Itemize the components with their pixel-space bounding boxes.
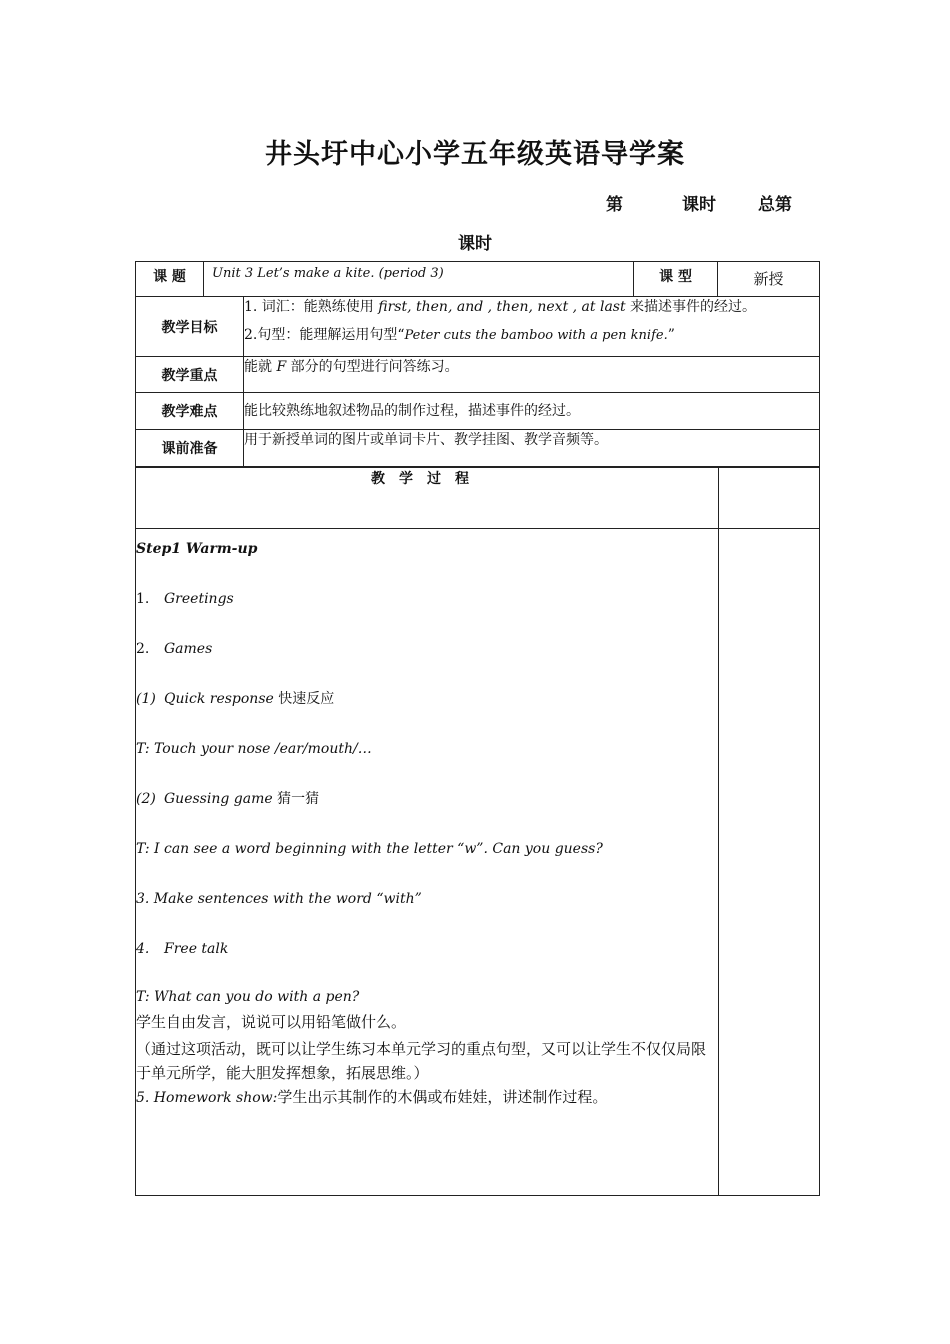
- key-letter: F: [276, 359, 287, 375]
- list-item: [136, 579, 718, 629]
- type-label: 课 型: [634, 262, 718, 297]
- item-text-cn: 猜一猜: [272, 791, 320, 807]
- process-side-cell: [719, 468, 820, 529]
- item-number: (1): [136, 691, 156, 707]
- step1-heading: Step1 Warm-up: [136, 541, 258, 557]
- goal2-sentence: Peter cuts the bamboo with a pen knife.: [404, 328, 668, 343]
- prep-label: 课前准备: [136, 430, 244, 467]
- key-prefix: 能就: [244, 359, 277, 375]
- goal-sentence: [244, 325, 819, 346]
- item-number: 1.: [136, 591, 150, 607]
- item-number: (2): [136, 791, 156, 807]
- process-title: 教学过程: [136, 468, 719, 529]
- goals-label: 教学目标: [136, 297, 244, 357]
- process-content: [136, 529, 719, 1196]
- period-label-zongdi: 总第: [758, 195, 792, 215]
- key-content: [244, 357, 820, 393]
- item-text-cn: 学生出示其制作的木偶或布娃娃，讲述制作过程。: [277, 1088, 608, 1106]
- process-side-cell: [719, 529, 820, 1196]
- item-text: 5. Homework show:: [136, 1090, 278, 1106]
- item-text: Quick response: [164, 691, 274, 707]
- list-item: [136, 779, 718, 829]
- difficult-value: 能比较熟练地叙述物品的制作过程，描述事件的经过。: [244, 393, 820, 430]
- topic-value: Unit 3 Let’s make a kite. (period 3): [204, 262, 634, 297]
- item-text-cn: 快速反应: [273, 691, 335, 707]
- activity-note: （通过这项活动，既可以让学生练习本单元学习的重点句型，又可以让学生不仅仅局限于单元所学，能大胆发挥想象，拓展思维。）: [136, 1040, 707, 1082]
- student-activity: 学生自由发言，说说可以用铅笔做什么。: [136, 1013, 407, 1031]
- list-item: [136, 1085, 718, 1110]
- item-text: Games: [164, 641, 213, 657]
- list-item: [136, 679, 718, 729]
- item-number: 2.: [136, 641, 150, 657]
- period-label-keshi-total: 课时: [458, 234, 492, 254]
- list-item: [136, 929, 718, 979]
- process-table: [135, 467, 820, 1196]
- teacher-line: T: What can you do with a pen?: [136, 989, 360, 1005]
- list-item: 3. Make sentences with the word “with”: [136, 891, 422, 907]
- type-value: 新授: [718, 262, 820, 297]
- item-text: Free talk: [164, 941, 229, 957]
- teacher-line: T: I can see a word beginning with the letter “w”. Can you guess?: [136, 841, 603, 857]
- prep-value: 用于新授单词的图片或单词卡片、教学挂图、教学音频等。: [244, 430, 820, 467]
- page-title: 井头圩中心小学五年级英语导学案: [265, 139, 685, 170]
- goal1-prefix: 1. 词汇：能熟练使用: [244, 299, 379, 315]
- goals-content: [244, 297, 820, 357]
- goal2-suffix: ”: [667, 327, 675, 343]
- item-text: Guessing game: [164, 791, 273, 807]
- goal1-suffix: 来描述事件的经过。: [625, 299, 757, 315]
- goal-vocabulary: [244, 297, 819, 325]
- goal1-words: first, then, and , then, next , at last: [378, 299, 626, 315]
- key-label: 教学重点: [136, 357, 244, 393]
- teacher-line: T: Touch your nose /ear/mouth/…: [136, 741, 372, 757]
- lesson-plan-table: [135, 261, 820, 467]
- period-label-di: 第: [606, 195, 623, 215]
- difficult-label: 教学难点: [136, 393, 244, 430]
- goal2-prefix: 2.句型：能理解运用句型“: [244, 327, 405, 343]
- item-text: Greetings: [164, 591, 234, 607]
- key-suffix: 部分的句型进行问答练习。: [286, 359, 459, 375]
- topic-label: 课 题: [136, 262, 204, 297]
- period-label-keshi: 课时: [682, 195, 716, 215]
- item-number: 4.: [136, 941, 150, 957]
- list-item: [136, 629, 718, 679]
